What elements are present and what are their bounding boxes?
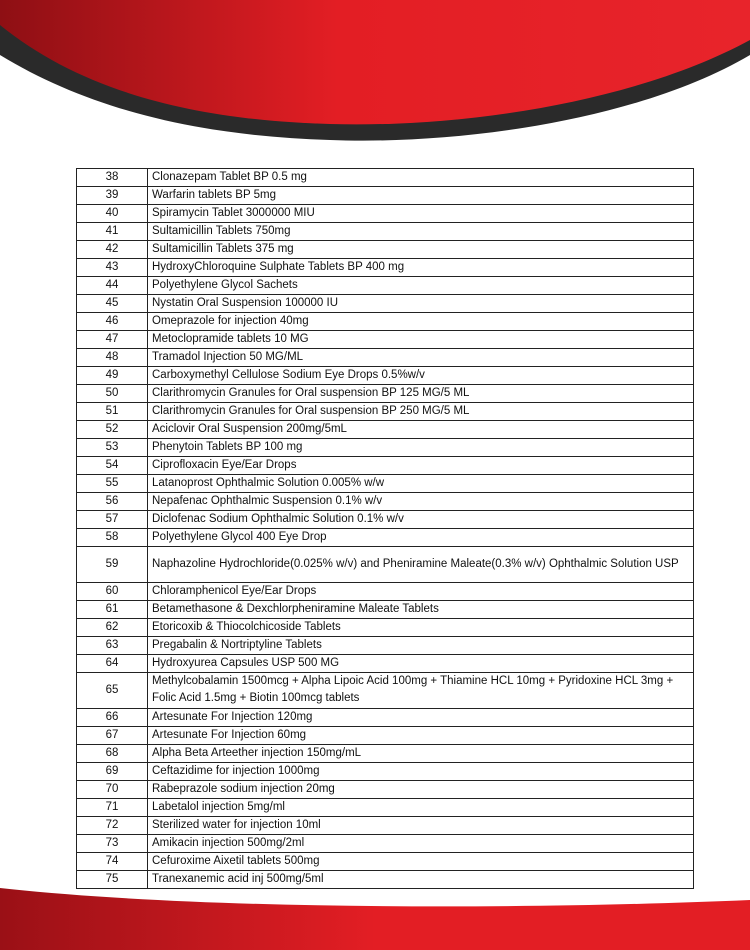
product-name: Latanoprost Ophthalmic Solution 0.005% w/w <box>148 475 694 493</box>
product-name: Chloramphenicol Eye/Ear Drops <box>148 582 694 600</box>
product-name: Clarithromycin Granules for Oral suspension BP 125 MG/5 ML <box>148 385 694 403</box>
table-row <box>77 636 694 654</box>
product-name: Omeprazole for injection 40mg <box>148 313 694 331</box>
table-row <box>77 600 694 618</box>
table-row <box>77 313 694 331</box>
table-row <box>77 726 694 744</box>
row-number: 43 <box>77 259 148 277</box>
row-number: 59 <box>77 547 148 583</box>
product-name: Artesunate For Injection 60mg <box>148 726 694 744</box>
product-name: Tranexanemic acid inj 500mg/5ml <box>148 870 694 888</box>
product-name: Polyethylene Glycol 400 Eye Drop <box>148 529 694 547</box>
row-number: 54 <box>77 457 148 475</box>
table-row <box>77 457 694 475</box>
header-decoration <box>0 0 750 160</box>
table-row <box>77 187 694 205</box>
row-number: 74 <box>77 852 148 870</box>
row-number: 67 <box>77 726 148 744</box>
product-name: Metoclopramide tablets 10 MG <box>148 331 694 349</box>
row-number: 66 <box>77 708 148 726</box>
product-name: Sultamicillin Tablets 750mg <box>148 223 694 241</box>
table-row <box>77 331 694 349</box>
row-number: 64 <box>77 654 148 672</box>
table-row <box>77 385 694 403</box>
table-row <box>77 241 694 259</box>
table-row <box>77 403 694 421</box>
row-number: 60 <box>77 582 148 600</box>
table-row <box>77 762 694 780</box>
table-row <box>77 529 694 547</box>
product-name: Clarithromycin Granules for Oral suspension BP 250 MG/5 ML <box>148 403 694 421</box>
table-row <box>77 672 694 708</box>
product-name: Tramadol Injection 50 MG/ML <box>148 349 694 367</box>
row-number: 48 <box>77 349 148 367</box>
table-row <box>77 475 694 493</box>
table-row <box>77 744 694 762</box>
product-name: Sterilized water for injection 10ml <box>148 816 694 834</box>
row-number: 49 <box>77 367 148 385</box>
product-name: Nepafenac Ophthalmic Suspension 0.1% w/v <box>148 493 694 511</box>
row-number: 45 <box>77 295 148 313</box>
table-row <box>77 439 694 457</box>
row-number: 46 <box>77 313 148 331</box>
product-name: Betamethasone & Dexchlorpheniramine Maleate Tablets <box>148 600 694 618</box>
table-row <box>77 259 694 277</box>
product-name: Carboxymethyl Cellulose Sodium Eye Drops 0.5%w/v <box>148 367 694 385</box>
product-name: Aciclovir Oral Suspension 200mg/5mL <box>148 421 694 439</box>
row-number: 42 <box>77 241 148 259</box>
product-name: Warfarin tablets BP 5mg <box>148 187 694 205</box>
table-row <box>77 834 694 852</box>
table-row <box>77 654 694 672</box>
table-row <box>77 798 694 816</box>
table-row <box>77 367 694 385</box>
footer-decoration <box>0 870 750 950</box>
product-name: Amikacin injection 500mg/2ml <box>148 834 694 852</box>
product-name: Phenytoin Tablets BP 100 mg <box>148 439 694 457</box>
product-name: Alpha Beta Arteether injection 150mg/mL <box>148 744 694 762</box>
row-number: 63 <box>77 636 148 654</box>
table-row <box>77 547 694 583</box>
footer-red-swoosh <box>0 888 750 950</box>
row-number: 56 <box>77 493 148 511</box>
product-name: Etoricoxib & Thiocolchicoside Tablets <box>148 618 694 636</box>
table-row <box>77 816 694 834</box>
row-number: 73 <box>77 834 148 852</box>
product-name: Polyethylene Glycol Sachets <box>148 277 694 295</box>
product-name: Rabeprazole sodium injection 20mg <box>148 780 694 798</box>
row-number: 68 <box>77 744 148 762</box>
product-name: Methylcobalamin 1500mcg + Alpha Lipoic Acid 100mg + Thiamine HCL 10mg + Pyridoxine HCL 3mg + Folic Acid 1.5mg + Biotin 100mcg tablets <box>148 672 694 708</box>
product-name: Ceftazidime for injection 1000mg <box>148 762 694 780</box>
table-row <box>77 295 694 313</box>
product-name: Hydroxyurea Capsules USP 500 MG <box>148 654 694 672</box>
table-row <box>77 582 694 600</box>
row-number: 50 <box>77 385 148 403</box>
table-row <box>77 349 694 367</box>
row-number: 40 <box>77 205 148 223</box>
table-row <box>77 852 694 870</box>
table-row <box>77 618 694 636</box>
row-number: 44 <box>77 277 148 295</box>
product-name: Ciprofloxacin Eye/Ear Drops <box>148 457 694 475</box>
table-row <box>77 493 694 511</box>
table-row <box>77 277 694 295</box>
row-number: 61 <box>77 600 148 618</box>
row-number: 52 <box>77 421 148 439</box>
product-table <box>76 168 694 889</box>
table-row <box>77 780 694 798</box>
product-name: Diclofenac Sodium Ophthalmic Solution 0.1% w/v <box>148 511 694 529</box>
row-number: 72 <box>77 816 148 834</box>
table-row <box>77 421 694 439</box>
table-row <box>77 708 694 726</box>
row-number: 51 <box>77 403 148 421</box>
product-name: Sultamicillin Tablets 375 mg <box>148 241 694 259</box>
product-name: Artesunate For Injection 120mg <box>148 708 694 726</box>
table-row <box>77 223 694 241</box>
table-row <box>77 169 694 187</box>
row-number: 71 <box>77 798 148 816</box>
row-number: 70 <box>77 780 148 798</box>
product-name: Cefuroxime Aixetil tablets 500mg <box>148 852 694 870</box>
row-number: 41 <box>77 223 148 241</box>
row-number: 65 <box>77 672 148 708</box>
row-number: 75 <box>77 870 148 888</box>
row-number: 58 <box>77 529 148 547</box>
row-number: 47 <box>77 331 148 349</box>
product-name: Labetalol injection 5mg/ml <box>148 798 694 816</box>
product-name: HydroxyChloroquine Sulphate Tablets BP 400 mg <box>148 259 694 277</box>
table-row <box>77 511 694 529</box>
row-number: 62 <box>77 618 148 636</box>
product-name: Pregabalin & Nortriptyline Tablets <box>148 636 694 654</box>
row-number: 69 <box>77 762 148 780</box>
table-row <box>77 205 694 223</box>
product-name: Nystatin Oral Suspension 100000 IU <box>148 295 694 313</box>
row-number: 39 <box>77 187 148 205</box>
row-number: 53 <box>77 439 148 457</box>
row-number: 38 <box>77 169 148 187</box>
product-name: Spiramycin Tablet 3000000 MIU <box>148 205 694 223</box>
row-number: 57 <box>77 511 148 529</box>
product-name: Clonazepam Tablet BP 0.5 mg <box>148 169 694 187</box>
row-number: 55 <box>77 475 148 493</box>
product-name: Naphazoline Hydrochloride(0.025% w/v) and Pheniramine Maleate(0.3% w/v) Ophthalmic Solution USP <box>148 547 694 583</box>
